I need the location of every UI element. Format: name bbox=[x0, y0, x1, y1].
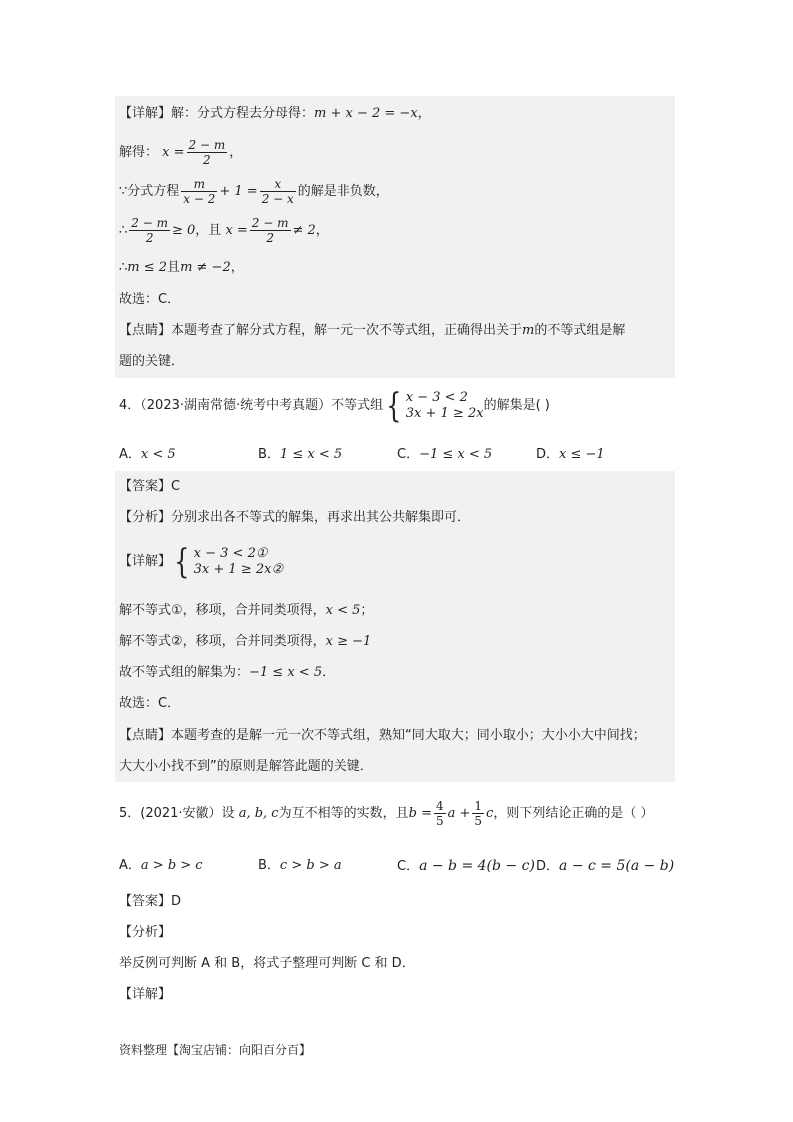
q4-comment-line-2: 大大小小找不到”的原则是解答此题的关键． bbox=[119, 759, 373, 774]
q4-sys-line-1: x − 3 < 2 bbox=[405, 389, 468, 405]
detail-choice: 故选：C． bbox=[119, 292, 181, 307]
solve-num: 2 − m bbox=[188, 138, 226, 152]
t2-math2: m ≠ −2 bbox=[180, 260, 231, 275]
q4-option-d-letter: D． bbox=[536, 447, 560, 462]
q4-analysis bbox=[119, 508, 470, 528]
q4-option-b-math: 1 ≤ x < 5 bbox=[279, 447, 343, 462]
q4-sys-line-2: 3x + 1 ≥ 2x bbox=[405, 405, 484, 421]
q5-option-d-letter: D． bbox=[536, 859, 560, 874]
q4-detail-brace: { bbox=[174, 541, 190, 582]
q4-answer-value: C bbox=[171, 479, 181, 494]
q5-option-a-letter: A． bbox=[119, 858, 141, 873]
q5-answer-label: 【答案】 bbox=[119, 894, 172, 909]
t1b-den: 2 bbox=[266, 231, 274, 245]
q4-option-b bbox=[258, 445, 342, 465]
q4-comment-line-1 bbox=[119, 726, 646, 746]
solve-end: ， bbox=[229, 145, 243, 160]
t1-end: ， bbox=[315, 223, 329, 238]
eq-lhs-fraction bbox=[181, 177, 217, 206]
q5-option-d-math: a − c = 5(a − b) bbox=[559, 858, 675, 874]
q5-analysis-label: 【分析】 bbox=[119, 925, 172, 940]
q4-analysis-text: 分别求出各不等式的解集，再求出其公共解集即可． bbox=[171, 510, 471, 525]
q4-option-d-math: x ≤ −1 bbox=[559, 447, 605, 462]
detail-step1-text: 解：分式方程去分母得： bbox=[171, 106, 315, 121]
t1b-fraction bbox=[250, 216, 291, 245]
q4-result-math: −1 ≤ x < 5 bbox=[249, 665, 323, 680]
q4-detail-system-block bbox=[171, 541, 284, 582]
q4-step-1 bbox=[119, 601, 373, 621]
because-text: ∵分式方程 bbox=[119, 184, 180, 199]
q4-option-a-letter: A． bbox=[119, 447, 141, 462]
t2-and: 且 bbox=[167, 260, 181, 275]
t1b-num: 2 − m bbox=[251, 216, 289, 230]
q4-comment-label: 【点睛】 bbox=[119, 728, 172, 743]
comment-label: 【点睛】 bbox=[119, 323, 172, 338]
q5-frac-1-num: 4 bbox=[435, 799, 444, 813]
t1-rel: ≥ 0 bbox=[171, 223, 196, 238]
q5-stem bbox=[119, 796, 653, 832]
q5-analysis-text: 举反例可判断 A 和 B，将式子整理可判断 C 和 D． bbox=[119, 956, 415, 971]
eq-lhs-num: m bbox=[181, 177, 217, 192]
eq-mid: + 1 = bbox=[219, 184, 258, 199]
eq-rhs-den: 2 − x bbox=[261, 192, 294, 206]
detail-comment-line-1 bbox=[119, 321, 625, 341]
q5-option-b bbox=[258, 856, 342, 876]
q4-option-a-math: x < 5 bbox=[140, 447, 176, 462]
comment-line-1: 本题考查了解分式方程，解一元一次不等式组，正确得出关于 bbox=[171, 323, 523, 338]
q5-option-a-math: a > b > c bbox=[140, 858, 203, 873]
q4-step2-math: x ≥ −1 bbox=[325, 634, 372, 649]
q5-c-var: c bbox=[486, 806, 494, 821]
q5-frac-2-num: 1 bbox=[474, 799, 483, 813]
q5-stem-mid: 为互不相等的实数，且 bbox=[278, 806, 409, 821]
q4-answer-label: 【答案】 bbox=[119, 479, 172, 494]
q4-step1-math: x < 5 bbox=[325, 603, 361, 618]
q5-detail-label: 【详解】 bbox=[119, 987, 172, 1002]
q4-step1-text: 解不等式①，移项，合并同类项得， bbox=[119, 603, 326, 618]
q4-comment-text-1: 本题考查的是解一元一次不等式组，熟知“同大取大；同小取小；大小小大中间找； bbox=[171, 728, 646, 743]
q4-option-c-math: −1 ≤ x < 5 bbox=[419, 447, 493, 462]
q4-detail-label: 【详解】 bbox=[119, 554, 172, 569]
detail-line-1 bbox=[119, 104, 431, 124]
solve-den: 2 bbox=[203, 153, 211, 167]
detail-line-5 bbox=[119, 258, 244, 278]
q4-detail-system bbox=[119, 542, 283, 582]
q4-detail-sys-line-2: 3x + 1 ≥ 2x② bbox=[193, 561, 284, 577]
detail-line-2 bbox=[119, 135, 242, 171]
q4-choice: 故选：C． bbox=[119, 696, 181, 711]
q5-option-c bbox=[397, 856, 535, 877]
q4-option-c-letter: C． bbox=[397, 447, 420, 462]
t1-x: x = bbox=[225, 223, 248, 238]
q4-result bbox=[119, 663, 335, 683]
q4-option-d bbox=[536, 445, 605, 465]
t1b-rel: ≠ 2 bbox=[292, 223, 316, 238]
q4-result-end: ． bbox=[322, 665, 336, 680]
q4-answer bbox=[119, 477, 180, 497]
q4-analysis-label: 【分析】 bbox=[119, 510, 172, 525]
q4-system bbox=[383, 385, 484, 426]
q5-option-d bbox=[536, 856, 674, 877]
therefore-symbol: ∴ bbox=[119, 223, 128, 238]
q4-stem bbox=[119, 386, 550, 426]
q5-stem-suffix: ，则下列结论正确的是（ ） bbox=[493, 806, 654, 821]
q4-stem-prefix: 4．（2023·湖南常德·统考中考真题）不等式组 bbox=[119, 398, 384, 413]
comment-line-1-end: 的不等式组是解 bbox=[534, 323, 626, 338]
solve-fraction bbox=[187, 138, 228, 167]
page-footer: 资料整理【淘宝店铺：向阳百分百】 bbox=[119, 1043, 312, 1057]
q5-frac-1-den: 5 bbox=[435, 814, 444, 828]
q5-frac-2-den: 5 bbox=[474, 814, 483, 828]
t2-end: ， bbox=[230, 260, 244, 275]
q4-detail-sys-line-1: x − 3 < 2① bbox=[193, 545, 268, 561]
t1-num: 2 − m bbox=[131, 216, 168, 230]
eq-rhs-num: x bbox=[260, 177, 296, 192]
q5-stem-prefix: 5．(2021·安徽）设 bbox=[119, 806, 235, 821]
detail-step1-math: m + x − 2 = −x bbox=[314, 106, 418, 121]
t1-fraction bbox=[129, 216, 170, 245]
solve-label: 解得： bbox=[119, 145, 159, 160]
detail-line-3 bbox=[119, 174, 389, 210]
q5-frac-2 bbox=[472, 799, 484, 828]
q4-option-b-letter: B． bbox=[258, 447, 280, 462]
because-end: 的解是非负数， bbox=[297, 184, 389, 199]
eq-rhs-fraction bbox=[260, 177, 296, 206]
eq-lhs-den: x − 2 bbox=[183, 192, 216, 206]
q5-answer-value: D bbox=[171, 894, 182, 909]
q5-answer bbox=[119, 892, 181, 912]
q4-stem-suffix: 的解集是( ) bbox=[483, 398, 550, 413]
q4-step2-text: 解不等式②，移项，合并同类项得， bbox=[119, 634, 326, 649]
q5-option-b-letter: B． bbox=[258, 858, 280, 873]
q5-a-plus: a + bbox=[447, 806, 471, 821]
q5-frac-1 bbox=[434, 799, 446, 828]
t2-math1: m ≤ 2 bbox=[127, 260, 168, 275]
q5-option-b-math: c > b > a bbox=[279, 858, 342, 873]
q4-result-text: 故不等式组的解集为： bbox=[119, 665, 250, 680]
detail-comment-line-2: 题的关键． bbox=[119, 354, 185, 369]
detail-step1-end: ， bbox=[417, 106, 431, 121]
detail-line-4 bbox=[119, 213, 329, 249]
t1-and: ，且 bbox=[195, 223, 222, 238]
q4-option-c bbox=[397, 445, 492, 465]
q5-vars: a, b, c bbox=[238, 806, 279, 821]
q5-option-c-letter: C． bbox=[397, 859, 420, 874]
q5-option-c-math: a − b = 4(b − c) bbox=[419, 858, 535, 874]
q4-step1-end: ； bbox=[360, 603, 374, 618]
t1-den: 2 bbox=[145, 231, 154, 245]
q5-b-eq: b = bbox=[408, 806, 432, 821]
solve-x: x = bbox=[162, 145, 185, 160]
detail-label: 【详解】 bbox=[119, 106, 172, 121]
q4-brace: { bbox=[386, 385, 402, 426]
comment-var: m bbox=[522, 323, 535, 338]
therefore2-symbol: ∴ bbox=[119, 260, 128, 275]
q4-step-2 bbox=[119, 632, 371, 652]
q5-option-a bbox=[119, 856, 203, 876]
q4-option-a bbox=[119, 445, 176, 465]
